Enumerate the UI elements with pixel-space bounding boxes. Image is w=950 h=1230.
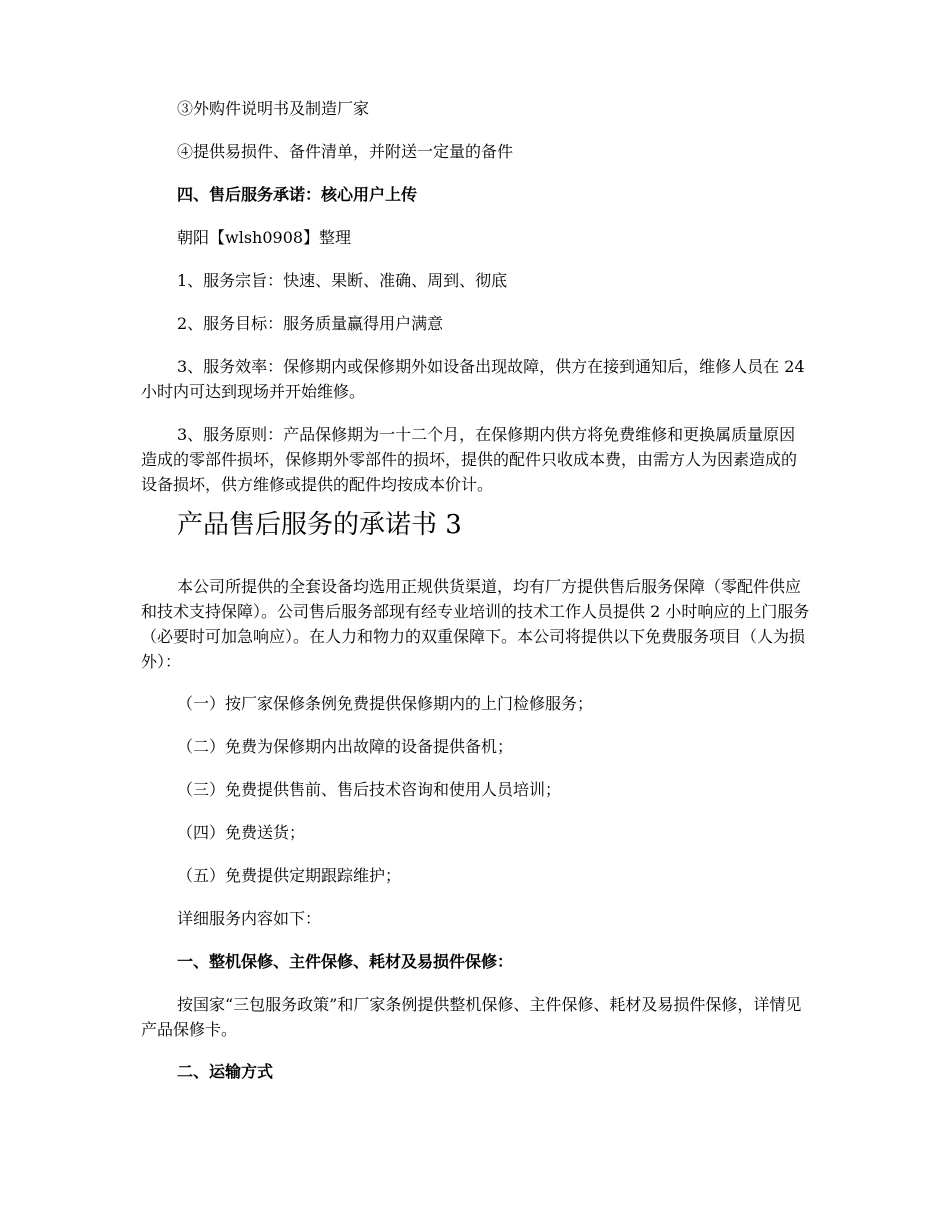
page-title: 产品售后服务的承诺书 3: [177, 510, 462, 540]
section-heading-transport: 二、运输方式: [177, 1062, 274, 1081]
paragraph-details-intro: 详细服务内容如下：: [177, 909, 322, 928]
section-heading-after-sales: 四、售后服务承诺：核心用户上传: [177, 185, 418, 204]
paragraph-service-purpose: 1、服务宗旨：快速、果断、准确、周到、彻底: [177, 271, 508, 290]
paragraph-warranty-details: 按国家“三包服务政策”和厂家条例提供整机保修、主件保修、耗材及易损件保修，详情见产品保修卡。: [141, 995, 802, 1039]
paragraph-manual-suppliers: ③外购件说明书及制造厂家: [177, 99, 370, 118]
list-item-free-delivery: （四）免费送货；: [177, 823, 306, 842]
paragraph-service-efficiency: 3、服务效率：保修期内或保修期外如设备出现故障，供方在接到通知后，维修人员在 24 小时内可达到现场并开始维修。: [141, 357, 805, 401]
paragraph-service-goal: 2、服务目标：服务质量赢得用户满意: [177, 314, 444, 333]
list-item-onsite-repair: （一）按厂家保修条例免费提供保修期内的上门检修服务；: [177, 694, 594, 713]
list-item-backup-device: （二）免费为保修期内出故障的设备提供备机；: [177, 737, 514, 756]
paragraph-company-intro: 本公司所提供的全套设备均选用正规供货渠道，均有厂方提供售后服务保障（零配件供应和技术支持保障）。公司售后服务部现有经专业培训的技术工作人员提供 2 小时响应的上门服务（必要时可加急响应）。在人力和物力的双重保障下。本公司将提供以下免费服务项目（人为损外）：: [141, 577, 810, 671]
list-item-consulting-training: （三）免费提供售前、售后技术咨询和使用人员培训；: [177, 780, 562, 799]
list-item-maintenance: （五）免费提供定期跟踪维护；: [177, 866, 402, 885]
paragraph-service-principle: 3、服务原则：产品保修期为一十二个月，在保修期内供方将免费维修和更换属质量原因造成的零部件损坏，保修期外零部件的损坏，提供的配件只收成本费，由需方人为因素造成的设备损坏，供方维修或提供的配件均按成本价计。: [141, 425, 798, 494]
paragraph-spare-parts: ④提供易损件、备件清单，并附送一定量的备件: [177, 142, 514, 161]
section-heading-warranty: 一、整机保修、主件保修、耗材及易损件保修：: [177, 952, 514, 971]
paragraph-organizer: 朝阳【wlsh0908】整理: [177, 228, 352, 247]
